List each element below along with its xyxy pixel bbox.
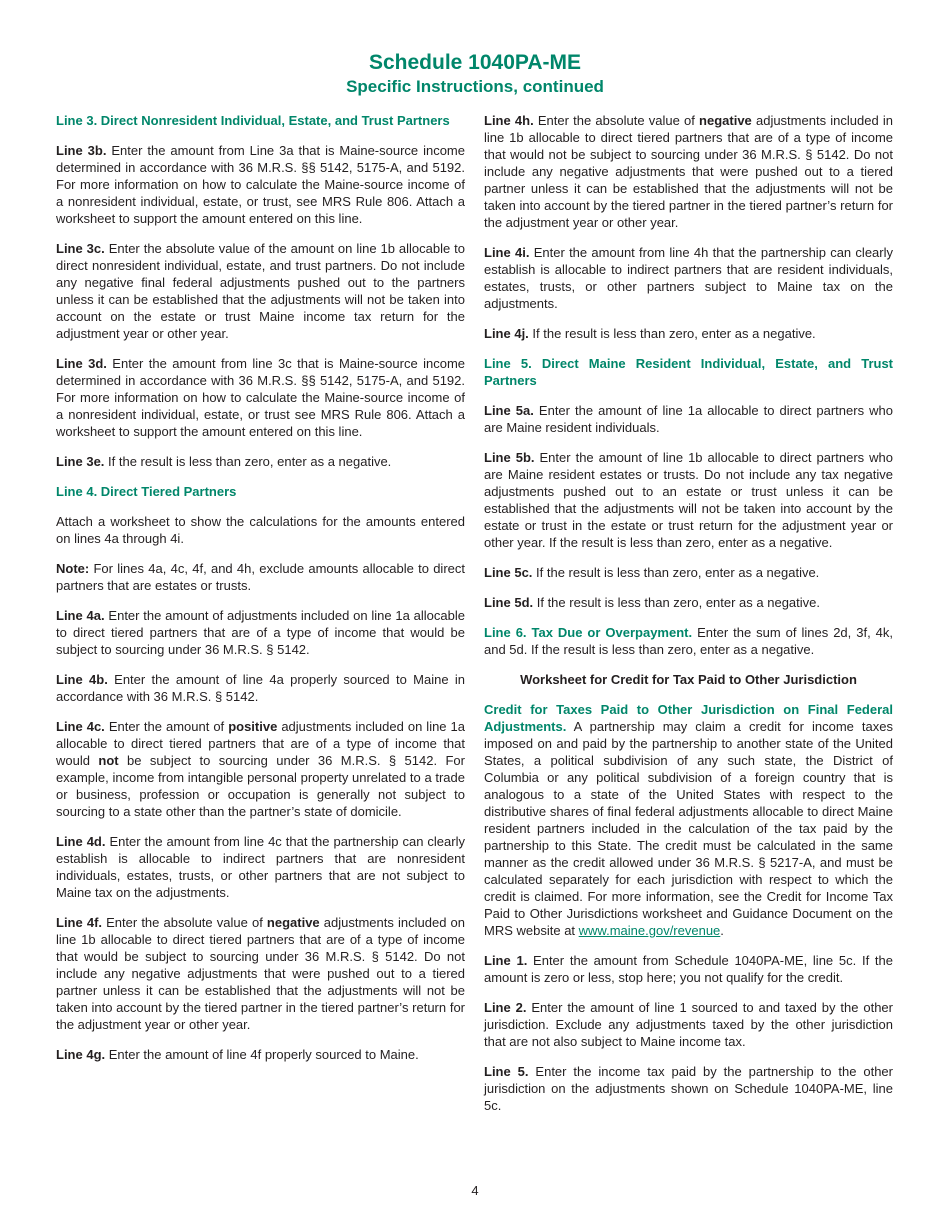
line4g-paragraph	[56, 1046, 465, 1063]
line3b-label: Line 3b.	[56, 143, 107, 158]
line5b-paragraph	[484, 449, 893, 551]
right-column	[484, 112, 893, 1127]
line4b-paragraph	[56, 671, 465, 705]
line4j-text: If the result is less than zero, enter as a negative.	[528, 326, 816, 341]
line4h-pre: Enter the absolute value of	[533, 113, 700, 128]
worksheet-line2-label: Line 2.	[484, 1000, 527, 1015]
line3d-paragraph	[56, 355, 465, 440]
line4g-text: Enter the amount of line 4f properly sourced to Maine.	[105, 1047, 419, 1062]
line4g-label: Line 4g.	[56, 1047, 106, 1062]
line3b-paragraph	[56, 142, 465, 227]
worksheet-line1-label: Line 1.	[484, 953, 528, 968]
line4j-label: Line 4j.	[484, 326, 529, 341]
line4d-paragraph	[56, 833, 465, 901]
line5b-label: Line 5b.	[484, 450, 535, 465]
worksheet-line1-paragraph	[484, 952, 893, 986]
left-column	[56, 112, 465, 1076]
line4a-text: Enter the amount of adjustments included on line 1a allocable to direct tiered partners that are of a type of income that would be subject to sourcing under 36 M.R.S. § 5142.	[56, 608, 465, 657]
worksheet-title: Worksheet for Credit for Tax Paid to Other Jurisdiction	[520, 672, 857, 687]
line4h-post: adjustments included in line 1b allocable to direct tiered partners that are of a type of income that would not be subject to sourcing under 36 M.R.S. § 5142. Do not include any negative adjustments that were pushed out to a tiered partner unless it can be established that the adjustments will not be taken into account by the tiered partner in the tiered partner’s return for the adjustment year or other year.	[484, 113, 893, 230]
worksheet-line5-text: Enter the income tax paid by the partnership to the other jurisdiction on the adjustments shown on Schedule 1040PA-ME, line 5c.	[484, 1064, 893, 1113]
line5b-text: Enter the amount of line 1b allocable to direct partners who are Maine resident estates or trusts. Do not include any tax negative adjustments pushed out to an estate or trust unless it can be established that the adjustments will not be taken into account by the estate or trust in the estate or trust return for the adjustment year or other year. If the result is less than zero, enter as a negative.	[484, 450, 893, 550]
note-text: For lines 4a, 4c, 4f, and 4h, exclude amounts allocable to direct partners that are estates or trusts.	[56, 561, 465, 593]
worksheet-line2-paragraph	[484, 999, 893, 1050]
line4i-text: Enter the amount from line 4h that the partnership can clearly establish is allocable to indirect partners that are resident individuals, estates, trusts, or other partners subject to Maine tax on the adjustments.	[484, 245, 893, 311]
line4c-post: be subject to sourcing under 36 M.R.S. § 5142. For example, income from intangible personal property unrelated to a trade or business, profession or occupation is generally not subject to sourcing to a state other than the partner’s state of domicile.	[56, 753, 465, 819]
line3c-text: Enter the absolute value of the amount on line 1b allocable to direct nonresident individual, estate, and trust partners. Do not include any negative final federal adjustments pushed out to the partners unless it can be established that the adjustments will not be taken into account on the estate or trust Maine income tax return for the adjustment year or other year.	[56, 241, 465, 341]
line4i-paragraph	[484, 244, 893, 312]
line4c-label: Line 4c.	[56, 719, 105, 734]
line5a-label: Line 5a.	[484, 403, 534, 418]
line4f-pre: Enter the absolute value of	[102, 915, 267, 930]
line5-heading: Line 5. Direct Maine Resident Individual, Estate, and Trust Partners	[484, 356, 893, 388]
line4-heading: Line 4. Direct Tiered Partners	[56, 484, 237, 499]
maine-revenue-link[interactable]: www.maine.gov/revenue	[578, 923, 721, 938]
line3d-text: Enter the amount from line 3c that is Maine-source income determined in accordance with 36 M.R.S. §§ 5142, 5175-A, and 5192. For more information on how to calculate the Maine-source income of a nonresident individual, estate, or trust see MRS Rule 806. Attach a worksheet to support the amount entered on this line.	[56, 356, 465, 439]
line5a-paragraph	[484, 402, 893, 436]
note-label: Note:	[56, 561, 90, 576]
credit-text: A partnership may claim a credit for income taxes imposed on and paid by the partnership to another state of the United States, a political subdivision of any such state, the District of Columbia or any political subdivision of a foreign country that is analogous to a state of the United States with respect to the distributive shares of final federal adjustments allocable to direct Maine resident partners included in the calculation of the tax paid by the partnership to this State. The credit must be calculated in the same manner as the credit allowed under 36 M.R.S. § 5217-A, and must be calculated separately for each jurisdiction with respect to which the credit is claimed. For more information, see the Credit for Income Tax Paid to Other Jurisdictions worksheet and Guidance Document on the MRS website at	[484, 719, 893, 938]
page-subtitle: Specific Instructions, continued	[346, 77, 604, 96]
line4h-bold-negative: negative	[699, 113, 752, 128]
line4a-paragraph	[56, 607, 465, 658]
line4f-bold-negative: negative	[266, 915, 320, 930]
worksheet-line2-text: Enter the amount of line 1 sourced to and taxed by the other jurisdiction. Exclude any adjustments taxed by the other jurisdiction that are not also subject to Maine income tax.	[484, 1000, 893, 1049]
worksheet-line5-label: Line 5.	[484, 1064, 529, 1079]
line3c-paragraph	[56, 240, 465, 342]
page-title: Schedule 1040PA-ME	[368, 51, 582, 74]
line4f-label: Line 4f.	[56, 915, 103, 930]
line4h-paragraph	[484, 112, 893, 231]
line6-label: Line 6. Tax Due or Overpayment.	[484, 625, 693, 640]
line4-intro: Attach a worksheet to show the calculations for the amounts entered on lines 4a through 4i.	[56, 514, 465, 546]
line5d-text: If the result is less than zero, enter as a negative.	[533, 595, 821, 610]
line5c-label: Line 5c.	[484, 565, 533, 580]
line4d-label: Line 4d.	[56, 834, 106, 849]
line4c-bold-positive: positive	[228, 719, 278, 734]
line4j-paragraph	[484, 325, 893, 342]
line4c-paragraph	[56, 718, 465, 820]
line4c-mid: adjustments included on line 1a allocable to direct tiered partners that are of a type of income that would	[56, 719, 466, 768]
line4d-text: Enter the amount from line 4c that the partnership can clearly establish is allocable to indirect partners that are nonresident individuals, estates, trusts, or other partners that are not subject to Maine tax on the adjustments.	[56, 834, 465, 900]
credit-paragraph	[484, 701, 893, 939]
line4a-label: Line 4a.	[56, 608, 105, 623]
line4i-label: Line 4i.	[484, 245, 530, 260]
line3e-paragraph	[56, 453, 465, 470]
credit-end: .	[720, 923, 724, 938]
credit-label: Credit for Taxes Paid to Other Jurisdiction on Final Federal Adjustments.	[484, 702, 893, 734]
line4f-paragraph	[56, 914, 465, 1033]
line4b-label: Line 4b.	[56, 672, 108, 687]
page-number: 4	[471, 1183, 479, 1198]
line3-heading: Line 3. Direct Nonresident Individual, Estate, and Trust Partners	[56, 113, 450, 128]
line6-paragraph	[484, 624, 893, 658]
line3e-text: If the result is less than zero, enter as a negative.	[104, 454, 392, 469]
line4f-post: adjustments included on line 1b allocable to direct tiered partners that are of a type of income that would be subject to sourcing under 36 M.R.S. § 5142. Do not include any negative adjustments that were pushed out to a tiered partner unless it can be established that the adjustments will not be taken into account by the tiered partner in the tiered partner’s return for the adjustment year or other year.	[56, 915, 465, 1032]
line3c-label: Line 3c.	[56, 241, 105, 256]
line4b-text: Enter the amount of line 4a properly sourced to Maine in accordance with 36 M.R.S. § 5142.	[56, 672, 465, 704]
line4h-label: Line 4h.	[484, 113, 534, 128]
line5a-text: Enter the amount of line 1a allocable to direct partners who are Maine resident individuals.	[484, 403, 893, 435]
line3b-text: Enter the amount from Line 3a that is Maine-source income determined in accordance with 36 M.R.S. §§ 5142, 5175-A, and 5192. For more information on how to calculate the Maine-source income of a nonresident individual, estate, or trust, see MRS Rule 806. Attach a worksheet to support the amount entered on this line.	[56, 143, 465, 226]
note-paragraph	[56, 560, 465, 594]
line3e-label: Line 3e.	[56, 454, 105, 469]
line5d-paragraph	[484, 594, 893, 611]
line6-text: Enter the sum of lines 2d, 3f, 4k, and 5d. If the result is less than zero, enter as a negative.	[484, 625, 893, 657]
page-header	[0, 50, 950, 98]
line5c-text: If the result is less than zero, enter as a negative.	[532, 565, 820, 580]
line4c-pre: Enter the amount of	[104, 719, 229, 734]
worksheet-line1-text: Enter the amount from Schedule 1040PA-ME, line 5c. If the amount is zero or less, stop here; you not qualify for the credit.	[484, 953, 893, 985]
line3d-label: Line 3d.	[56, 356, 107, 371]
worksheet-line5-paragraph	[484, 1063, 893, 1114]
line5c-paragraph	[484, 564, 893, 581]
line5d-label: Line 5d.	[484, 595, 534, 610]
line4c-bold-not: not	[98, 753, 119, 768]
